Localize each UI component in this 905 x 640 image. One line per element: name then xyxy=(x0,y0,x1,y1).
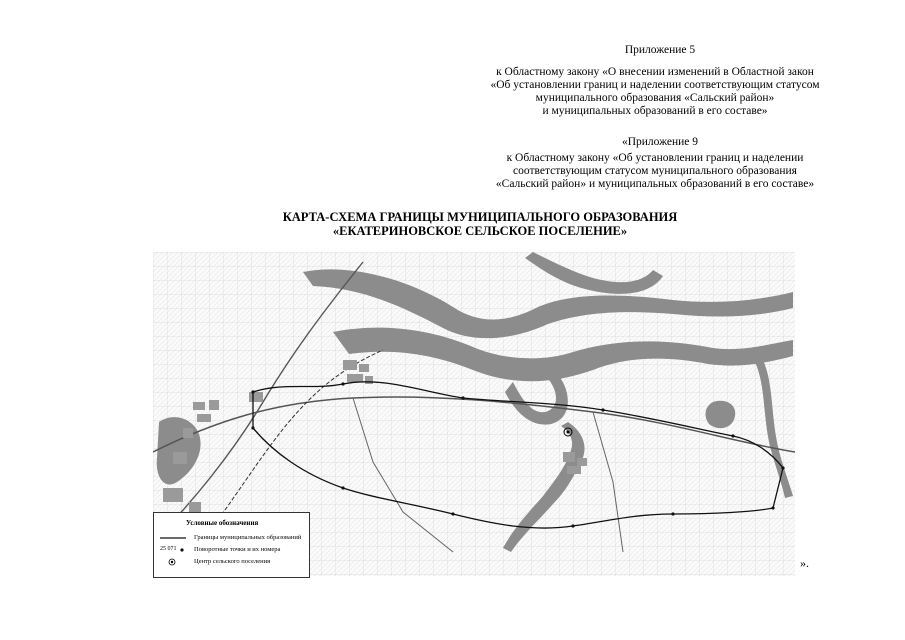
appendix5-text xyxy=(455,66,855,118)
appendix5-line: муниципального образования «Сальский район» xyxy=(535,92,775,104)
closing-quote: ». xyxy=(800,556,809,570)
legend-item-turn-points xyxy=(160,545,305,555)
appendix5-line: «Об установлении границ и наделении соответствующим статусом xyxy=(490,79,820,91)
legend-item-label: Поворотные точки и их номера xyxy=(194,546,281,553)
appendix5-title: Приложение 5 xyxy=(624,44,696,56)
legend-item-label: Границы муниципальных образований xyxy=(194,534,302,541)
map-title-line1: КАРТА-СХЕМА ГРАНИЦЫ МУНИЦИПАЛЬНОГО ОБРАЗОВАНИЯ xyxy=(282,210,678,224)
appendix9-line: соответствующим статусом муниципального образования xyxy=(513,165,797,177)
appendix9-line: «Сальский район» и муниципальных образований в его составе» xyxy=(495,178,815,190)
appendix5-line: и муниципальных образований в его составе» xyxy=(542,105,768,117)
map-title-line2: «ЕКАТЕРИНОВСКОЕ СЕЛЬСКОЕ ПОСЕЛЕНИЕ» xyxy=(332,224,628,238)
map-legend xyxy=(153,512,310,578)
legend-title: Условные обозначения xyxy=(186,519,259,527)
legend-item-boundary xyxy=(160,533,305,543)
appendix5-line: к Областному закону «О внесении изменений в Областной закон xyxy=(496,66,814,78)
legend-item-label: Центр сельского поселения xyxy=(194,558,271,565)
pond-east xyxy=(706,401,736,428)
appendix9-text xyxy=(455,152,855,191)
appendix9-title: «Приложение 9 xyxy=(621,136,699,148)
boundary-line-icon xyxy=(160,533,186,543)
appendix9-line: к Областному закону «Об установлении границ и наделении xyxy=(506,152,804,164)
legend-item-code: 25 071 xyxy=(160,546,177,552)
settlement-center-icon xyxy=(160,557,186,567)
legend-item-center xyxy=(160,557,305,567)
